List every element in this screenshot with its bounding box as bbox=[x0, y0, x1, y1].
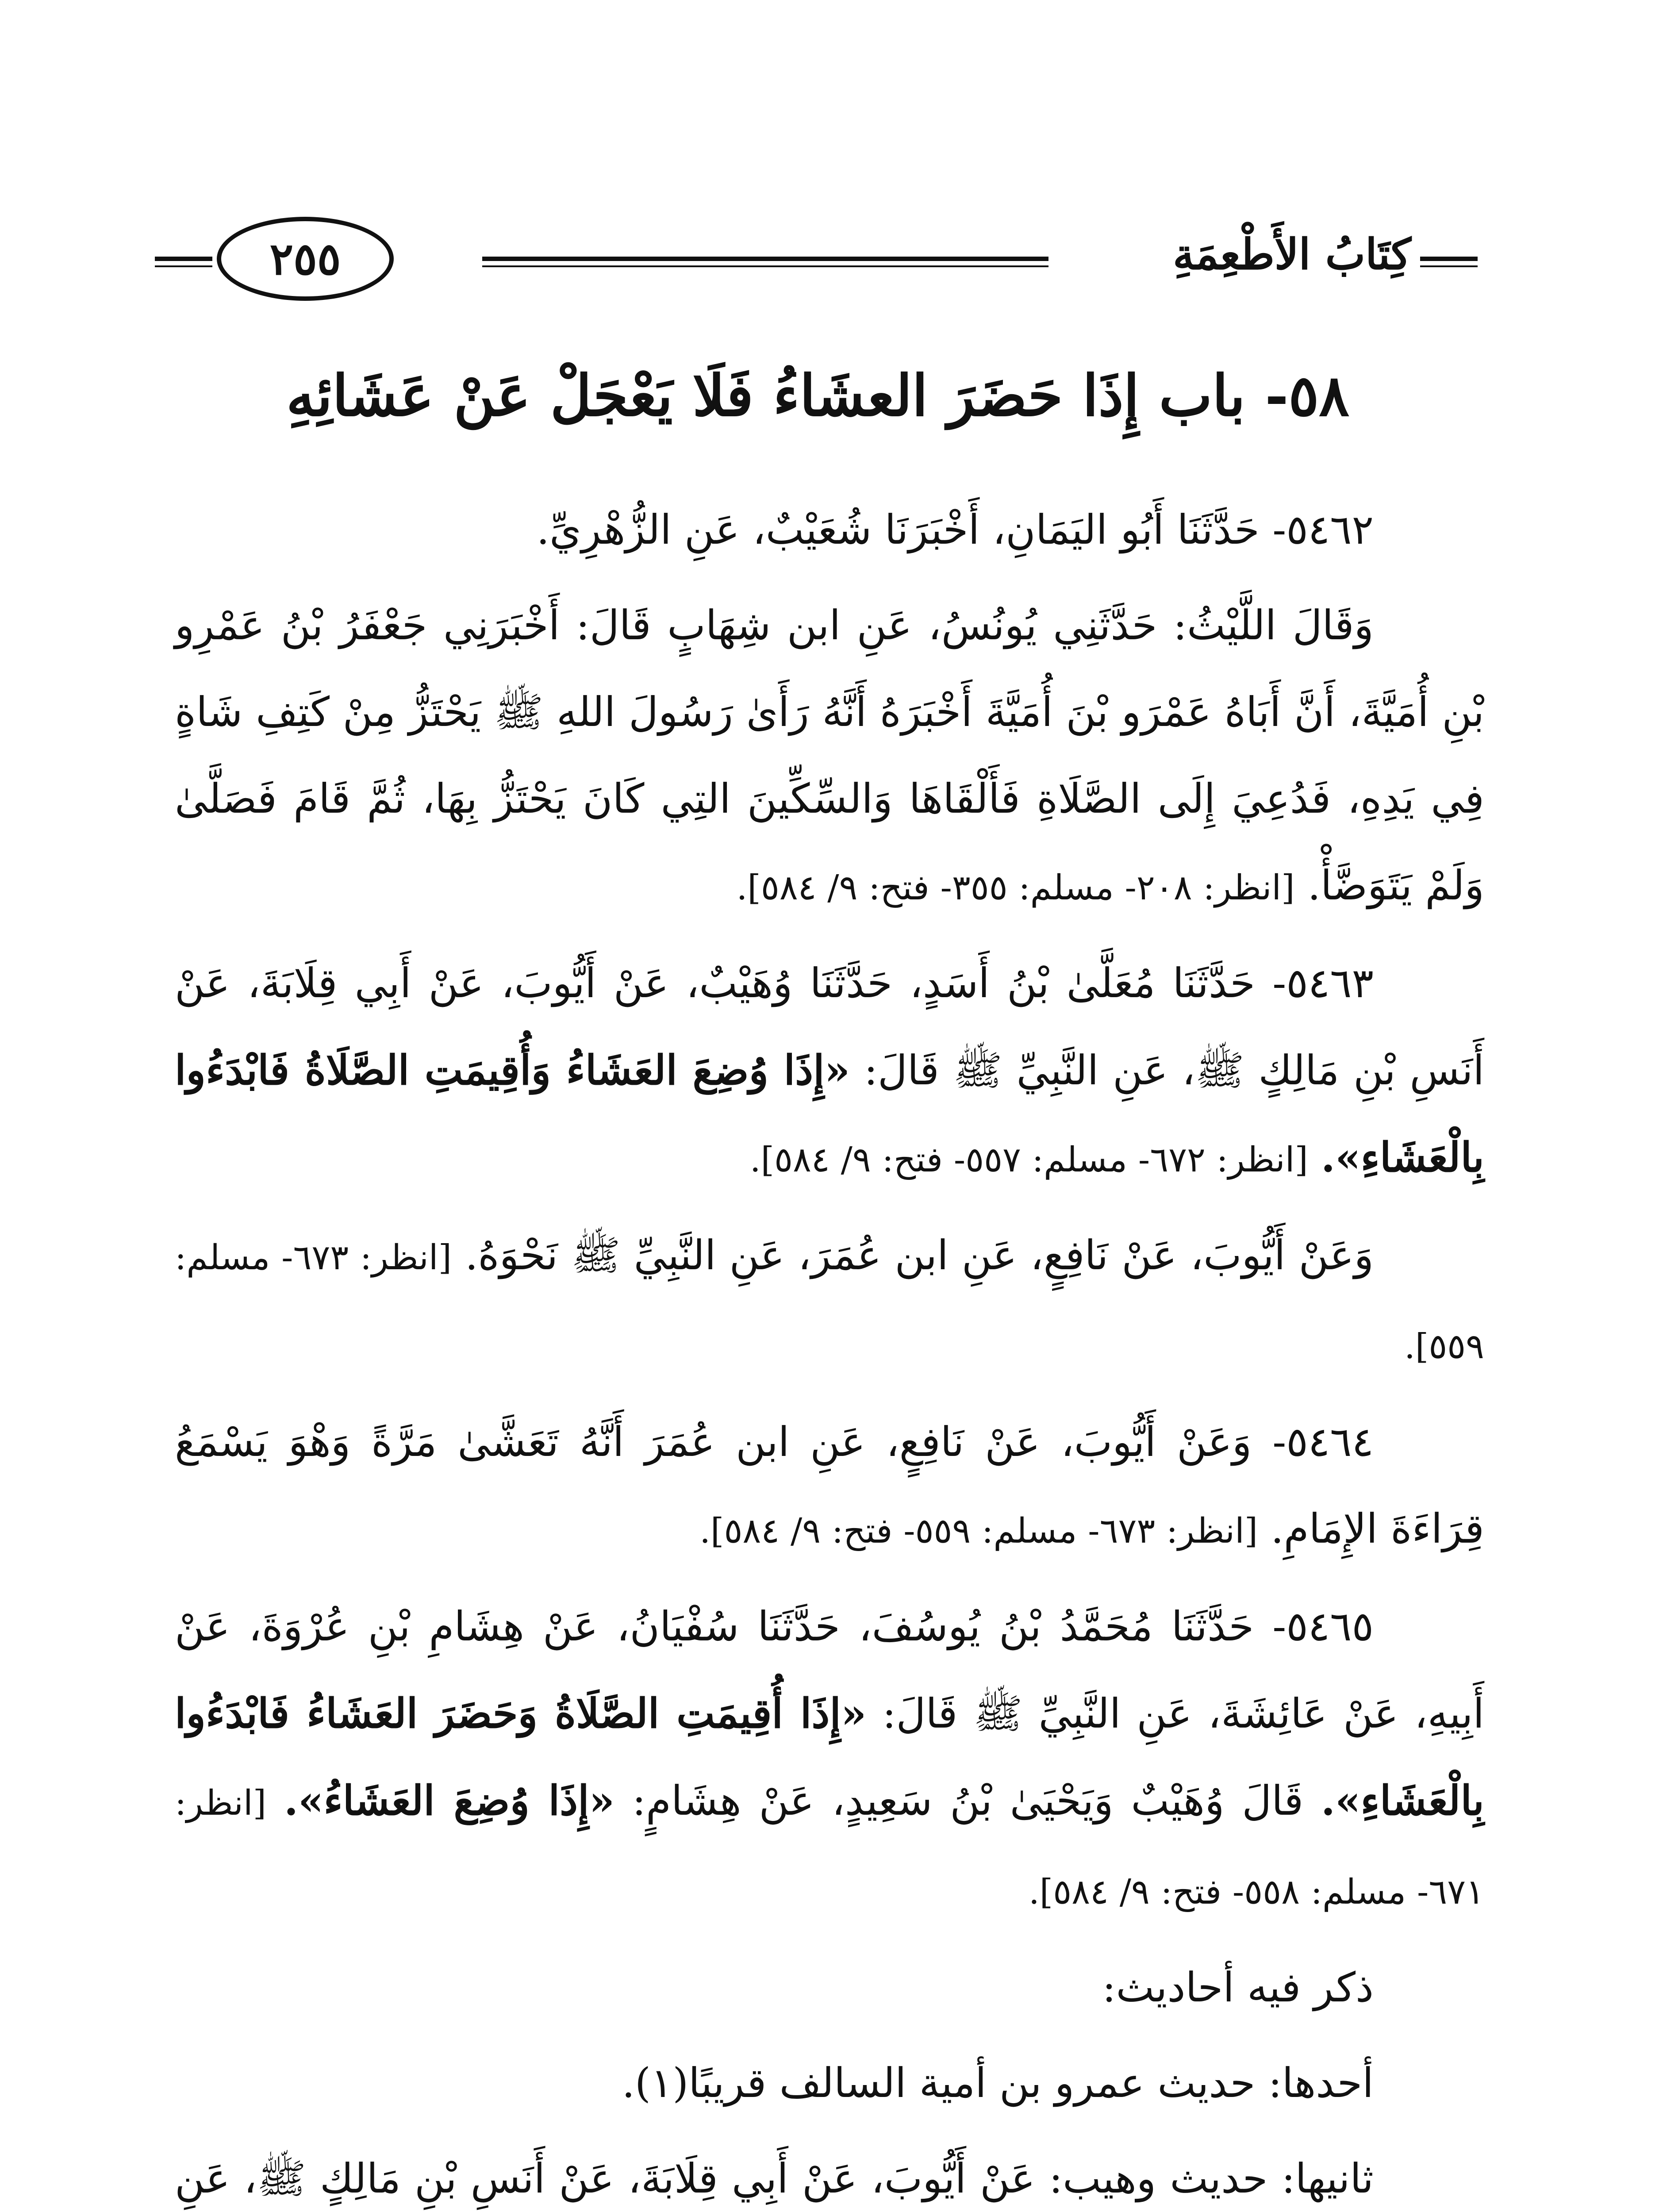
reference: [انظر: ٦٧٣- مسلم: ٥٥٩- فتح: ٩/ ٥٨٤]. bbox=[699, 1511, 1258, 1551]
reference: [انظر: ٢٠٨- مسلم: ٣٥٥- فتح: ٩/ ٥٨٤]. bbox=[736, 868, 1295, 908]
header-rule bbox=[482, 257, 1048, 267]
book-title: كِتَابُ الأَطْعِمَةِ bbox=[1173, 229, 1411, 279]
paragraph: ٥٤٦٥- حَدَّثَنَا مُحَمَّدُ بْنُ يُوسُفَ، حَدَّثَنَا سُفْيَانُ، عَنْ هِشَامِ بْنِ عُرْوَةَ، عَنْ أَبِيهِ، عَنْ عَائِشَةَ، عَنِ النَّبِيِّ ﷺ قَالَ: «إِذَا أُقِيمَتِ الصَّلَاةُ وَحَضَرَ العَشَاءُ فَابْدَءُوا بِالْعَشَاءِ». قَالَ وُهَيْبٌ وَيَحْيَىٰ بْنُ سَعِيدٍ، عَنْ هِشَامٍ: «إِذَا وُضِعَ العَشَاءُ». [انظر: ٦٧١- مسلم: ٥٥٨- فتح: ٩/ ٥٨٤]. bbox=[175, 1603, 1485, 1912]
paragraph: ٥٤٦٤- وَعَنْ أَيُّوبَ، عَنْ نَافِعٍ، عَنِ ابن عُمَرَ أَنَّهُ تَعَشَّىٰ مَرَّةً وَهْوَ يَسْمَعُ قِرَاءَةَ الإِمَامِ. [انظر: ٦٧٣- مسلم: ٥٥٩- فتح: ٩/ ٥٨٤]. bbox=[175, 1418, 1484, 1552]
paragraph: وَقَالَ اللَّيْثُ: حَدَّثَنِي يُونُسُ، عَنِ ابن شِهَابٍ قَالَ: أَخْبَرَنِي جَعْفَرُ بْنُ عَمْرِو بْنِ أُمَيَّةَ، أَنَّ أَبَاهُ عَمْرَو بْنَ أُمَيَّةَ أَخْبَرَهُ أَنَّهُ رَأَىٰ رَسُولَ اللهِ ﷺ يَحْتَزُّ مِنْ كَتِفِ شَاةٍ فِي يَدِهِ، فَدُعِيَ إِلَى الصَّلَاةِ فَأَلْقَاهَا وَالسِّكِّينَ التِي كَانَ يَحْتَزُّ بِهَا، ثُمَّ قَامَ فَصَلَّىٰ وَلَمْ يَتَوَضَّأْ. [انظر: ٢٠٨- مسلم: ٣٥٥- فتح: ٩/ ٥٨٤]. bbox=[175, 602, 1484, 909]
header-rule bbox=[1420, 257, 1478, 267]
running-header bbox=[168, 221, 1411, 310]
paragraph: ذكر فيه أحاديث: bbox=[1102, 1964, 1374, 2011]
chapter-title: ٥٨- باب إِذَا حَضَرَ العشَاءُ فَلَا يَعْجَلْ عَنْ عَشَائِهِ bbox=[286, 363, 1349, 429]
paragraph: وَعَنْ أَيُّوبَ، عَنْ نَافِعٍ، عَنِ ابن عُمَرَ، عَنِ النَّبِيِّ ﷺ نَحْوَهُ. [انظر: ٦٧٣- مسلم: ٥٥٩]. bbox=[175, 1232, 1484, 1367]
hadith-quote: «إِذَا وُضِعَ العَشَاءُ». bbox=[284, 1777, 615, 1824]
reference: [انظر: ٦٧٣- مسلم: ٥٥٩]. bbox=[175, 1238, 1484, 1367]
paragraph: ٥٤٦٣- حَدَّثَنَا مُعَلَّىٰ بْنُ أَسَدٍ، حَدَّثَنَا وُهَيْبٌ، عَنْ أَيُّوبَ، عَنْ أَبِي قِلَابَةَ، عَنْ أَنَسِ بْنِ مَالِكٍ ﷺ، عَنِ النَّبِيِّ ﷺ قَالَ: «إِذَا وُضِعَ العَشَاءُ وَأُقِيمَتِ الصَّلَاةُ فَابْدَءُوا بِالْعَشَاءِ». [انظر: ٦٧٢- مسلم: ٥٥٧- فتح: ٩/ ٥٨٤]. bbox=[175, 960, 1485, 1181]
hadith-quote: «إِذَا وُضِعَ العَشَاءُ وَأُقِيمَتِ الصَّلَاةُ فَابْدَءُوا بِالْعَشَاءِ». bbox=[175, 1046, 1484, 1181]
reference: [انظر: ٦٧١- مسلم: ٥٥٨- فتح: ٩/ ٥٨٤]. bbox=[175, 1783, 1484, 1912]
hadith-quote: «إِذَا أُقِيمَتِ الصَّلَاةُ وَحَضَرَ العَشَاءُ فَابْدَءُوا بِالْعَشَاءِ». bbox=[175, 1690, 1484, 1824]
paragraph: ثانيها: حديث وهيب: عَنْ أَيُّوبَ، عَنْ أَبِي قِلَابَةَ، عَنْ أَنَسِ بْنِ مَالِكٍ ﷺ، عَنِ bbox=[175, 2155, 1374, 2202]
main-text bbox=[175, 487, 1484, 2212]
header-rule bbox=[155, 257, 212, 267]
reference: [انظر: ٦٧٢- مسلم: ٥٥٧- فتح: ٩/ ٥٨٤]. bbox=[749, 1140, 1308, 1180]
paragraph: أحدها: حديث عمرو بن أمية السالف قريبًا(١). bbox=[622, 2059, 1374, 2107]
page-number: ٢٥٥ bbox=[217, 217, 394, 301]
paragraph: ٥٤٦٢- حَدَّثَنَا أَبُو اليَمَانِ، أَخْبَرَنَا شُعَيْبٌ، عَنِ الزُّهْرِيِّ. bbox=[536, 506, 1374, 553]
